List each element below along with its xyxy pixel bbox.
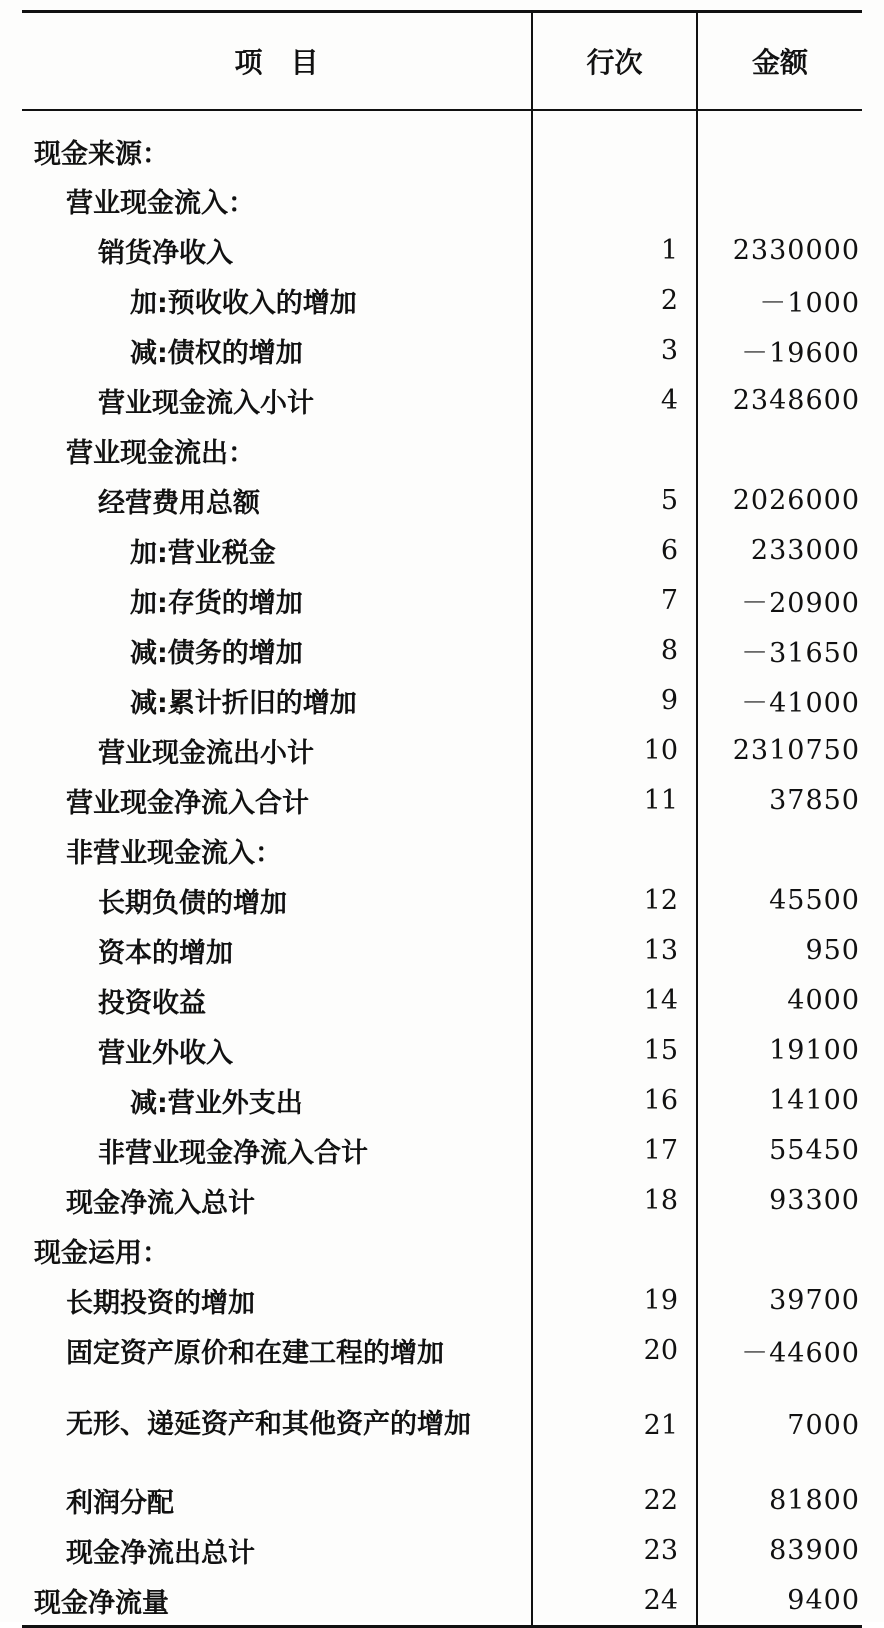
row-line-number: 16 bbox=[532, 1075, 697, 1125]
row-amount bbox=[697, 425, 862, 475]
row-item-label: 非营业现金净流入合计 bbox=[98, 1137, 368, 1169]
row-amount: 7000 bbox=[787, 1409, 860, 1441]
row-item-label: 现金净流出总计 bbox=[66, 1537, 255, 1569]
table-row bbox=[22, 1175, 862, 1225]
row-amount: －41000 bbox=[741, 687, 860, 719]
row-item-label: 资本的增加 bbox=[98, 937, 233, 969]
table-row bbox=[22, 725, 862, 775]
table-row bbox=[22, 925, 862, 975]
table-row bbox=[22, 1475, 862, 1525]
row-line-number: 15 bbox=[532, 1025, 697, 1075]
row-line-number bbox=[532, 175, 697, 225]
row-item-label: 营业外收入 bbox=[98, 1037, 233, 1069]
row-amount: 233000 bbox=[750, 534, 860, 566]
table-row bbox=[22, 1375, 862, 1475]
row-amount: 2330000 bbox=[732, 234, 860, 266]
row-line-number: 8 bbox=[532, 625, 697, 675]
header-line-number: 行次 bbox=[532, 12, 697, 111]
table-row bbox=[22, 1525, 862, 1575]
row-item-label: 投资收益 bbox=[98, 987, 206, 1019]
table-row bbox=[22, 1275, 862, 1325]
header-amount: 金额 bbox=[697, 12, 862, 111]
row-amount: 45500 bbox=[769, 884, 860, 916]
row-line-number: 11 bbox=[532, 775, 697, 825]
row-amount: 4000 bbox=[787, 984, 860, 1016]
table-header-row bbox=[22, 12, 862, 111]
table-row bbox=[22, 375, 862, 425]
row-item-label: 减:累计折旧的增加 bbox=[130, 687, 357, 719]
row-line-number: 21 bbox=[532, 1375, 697, 1475]
row-item-label: 减:债务的增加 bbox=[130, 637, 303, 669]
row-line-number bbox=[532, 425, 697, 475]
table-row bbox=[22, 325, 862, 375]
table-row bbox=[22, 110, 862, 175]
table-row bbox=[22, 425, 862, 475]
row-line-number: 18 bbox=[532, 1175, 697, 1225]
table-row bbox=[22, 675, 862, 725]
row-amount: 2026000 bbox=[732, 484, 860, 516]
table-row bbox=[22, 975, 862, 1025]
row-amount: 950 bbox=[805, 934, 860, 966]
row-amount: 19100 bbox=[769, 1034, 860, 1066]
row-item-label: 减:债权的增加 bbox=[130, 337, 303, 369]
row-item-label: 加:营业税金 bbox=[130, 537, 276, 569]
row-item-label: 营业现金流出： bbox=[66, 437, 255, 469]
row-line-number: 7 bbox=[532, 575, 697, 625]
table-row bbox=[22, 475, 862, 525]
row-line-number bbox=[532, 1225, 697, 1275]
row-line-number: 9 bbox=[532, 675, 697, 725]
row-line-number: 19 bbox=[532, 1275, 697, 1325]
row-amount: －20900 bbox=[741, 587, 860, 619]
row-amount: 83900 bbox=[769, 1534, 860, 1566]
row-line-number: 2 bbox=[532, 275, 697, 325]
table-row bbox=[22, 1325, 862, 1375]
row-amount bbox=[697, 110, 862, 175]
table-row bbox=[22, 1575, 862, 1627]
row-amount: 2310750 bbox=[732, 734, 860, 766]
row-item-label: 加:预收收入的增加 bbox=[130, 287, 357, 319]
row-item-label: 经营费用总额 bbox=[98, 487, 260, 519]
row-line-number: 4 bbox=[532, 375, 697, 425]
row-amount bbox=[697, 825, 862, 875]
row-item-label: 营业现金流入： bbox=[66, 187, 255, 219]
table-row bbox=[22, 775, 862, 825]
row-line-number: 1 bbox=[532, 225, 697, 275]
row-item-label: 营业现金净流入合计 bbox=[66, 787, 309, 819]
row-amount: －19600 bbox=[741, 337, 860, 369]
row-line-number: 12 bbox=[532, 875, 697, 925]
table-row bbox=[22, 225, 862, 275]
row-amount: －44600 bbox=[741, 1337, 860, 1369]
row-amount: －31650 bbox=[741, 637, 860, 669]
row-line-number: 22 bbox=[532, 1475, 697, 1525]
row-amount: 39700 bbox=[769, 1284, 860, 1316]
row-item-label: 销货净收入 bbox=[98, 237, 233, 269]
row-line-number: 23 bbox=[532, 1525, 697, 1575]
row-item-label: 现金来源： bbox=[34, 138, 169, 170]
table-row bbox=[22, 625, 862, 675]
row-line-number bbox=[532, 825, 697, 875]
row-line-number: 17 bbox=[532, 1125, 697, 1175]
table-row bbox=[22, 275, 862, 325]
row-item-label: 减:营业外支出 bbox=[130, 1087, 303, 1119]
row-item-label: 长期负债的增加 bbox=[98, 887, 287, 919]
row-item-label: 利润分配 bbox=[66, 1487, 174, 1519]
row-amount: 81800 bbox=[769, 1484, 860, 1516]
row-item-label: 营业现金流出小计 bbox=[98, 737, 314, 769]
table-row bbox=[22, 175, 862, 225]
row-amount: 37850 bbox=[769, 784, 860, 816]
row-item-label: 现金净流入总计 bbox=[66, 1187, 255, 1219]
table-row bbox=[22, 1125, 862, 1175]
row-item-label: 加:存货的增加 bbox=[130, 587, 303, 619]
row-line-number: 24 bbox=[532, 1575, 697, 1627]
row-item-label: 固定资产原价和在建工程的增加 bbox=[66, 1337, 444, 1369]
row-line-number: 10 bbox=[532, 725, 697, 775]
table-row bbox=[22, 1075, 862, 1125]
table-row bbox=[22, 825, 862, 875]
row-item-label: 现金净流量 bbox=[22, 1575, 532, 1627]
row-amount: 55450 bbox=[769, 1134, 860, 1166]
table-body bbox=[22, 110, 862, 1627]
row-amount bbox=[697, 1225, 862, 1275]
row-line-number bbox=[532, 110, 697, 175]
table-row bbox=[22, 575, 862, 625]
row-line-number: 5 bbox=[532, 475, 697, 525]
row-line-number: 20 bbox=[532, 1325, 697, 1375]
cash-flow-table bbox=[22, 10, 862, 1628]
row-item-label: 长期投资的增加 bbox=[66, 1287, 255, 1319]
row-item-label: 现金运用： bbox=[34, 1237, 169, 1269]
table-row bbox=[22, 1025, 862, 1075]
row-amount: －1000 bbox=[759, 287, 860, 319]
table-row bbox=[22, 875, 862, 925]
row-amount: 2348600 bbox=[732, 384, 860, 416]
row-amount: 9400 bbox=[697, 1575, 862, 1627]
header-item: 项目 bbox=[22, 12, 532, 111]
row-amount bbox=[697, 175, 862, 225]
row-line-number: 3 bbox=[532, 325, 697, 375]
row-item-label: 非营业现金流入： bbox=[66, 837, 282, 869]
row-amount: 93300 bbox=[769, 1184, 860, 1216]
row-item-label: 营业现金流入小计 bbox=[98, 387, 314, 419]
row-item-label: 无形、递延资产和其他资产的增加 bbox=[66, 1409, 471, 1440]
row-line-number: 14 bbox=[532, 975, 697, 1025]
row-amount: 14100 bbox=[769, 1084, 860, 1116]
table-row bbox=[22, 525, 862, 575]
row-line-number: 13 bbox=[532, 925, 697, 975]
row-line-number: 6 bbox=[532, 525, 697, 575]
table-row bbox=[22, 1225, 862, 1275]
